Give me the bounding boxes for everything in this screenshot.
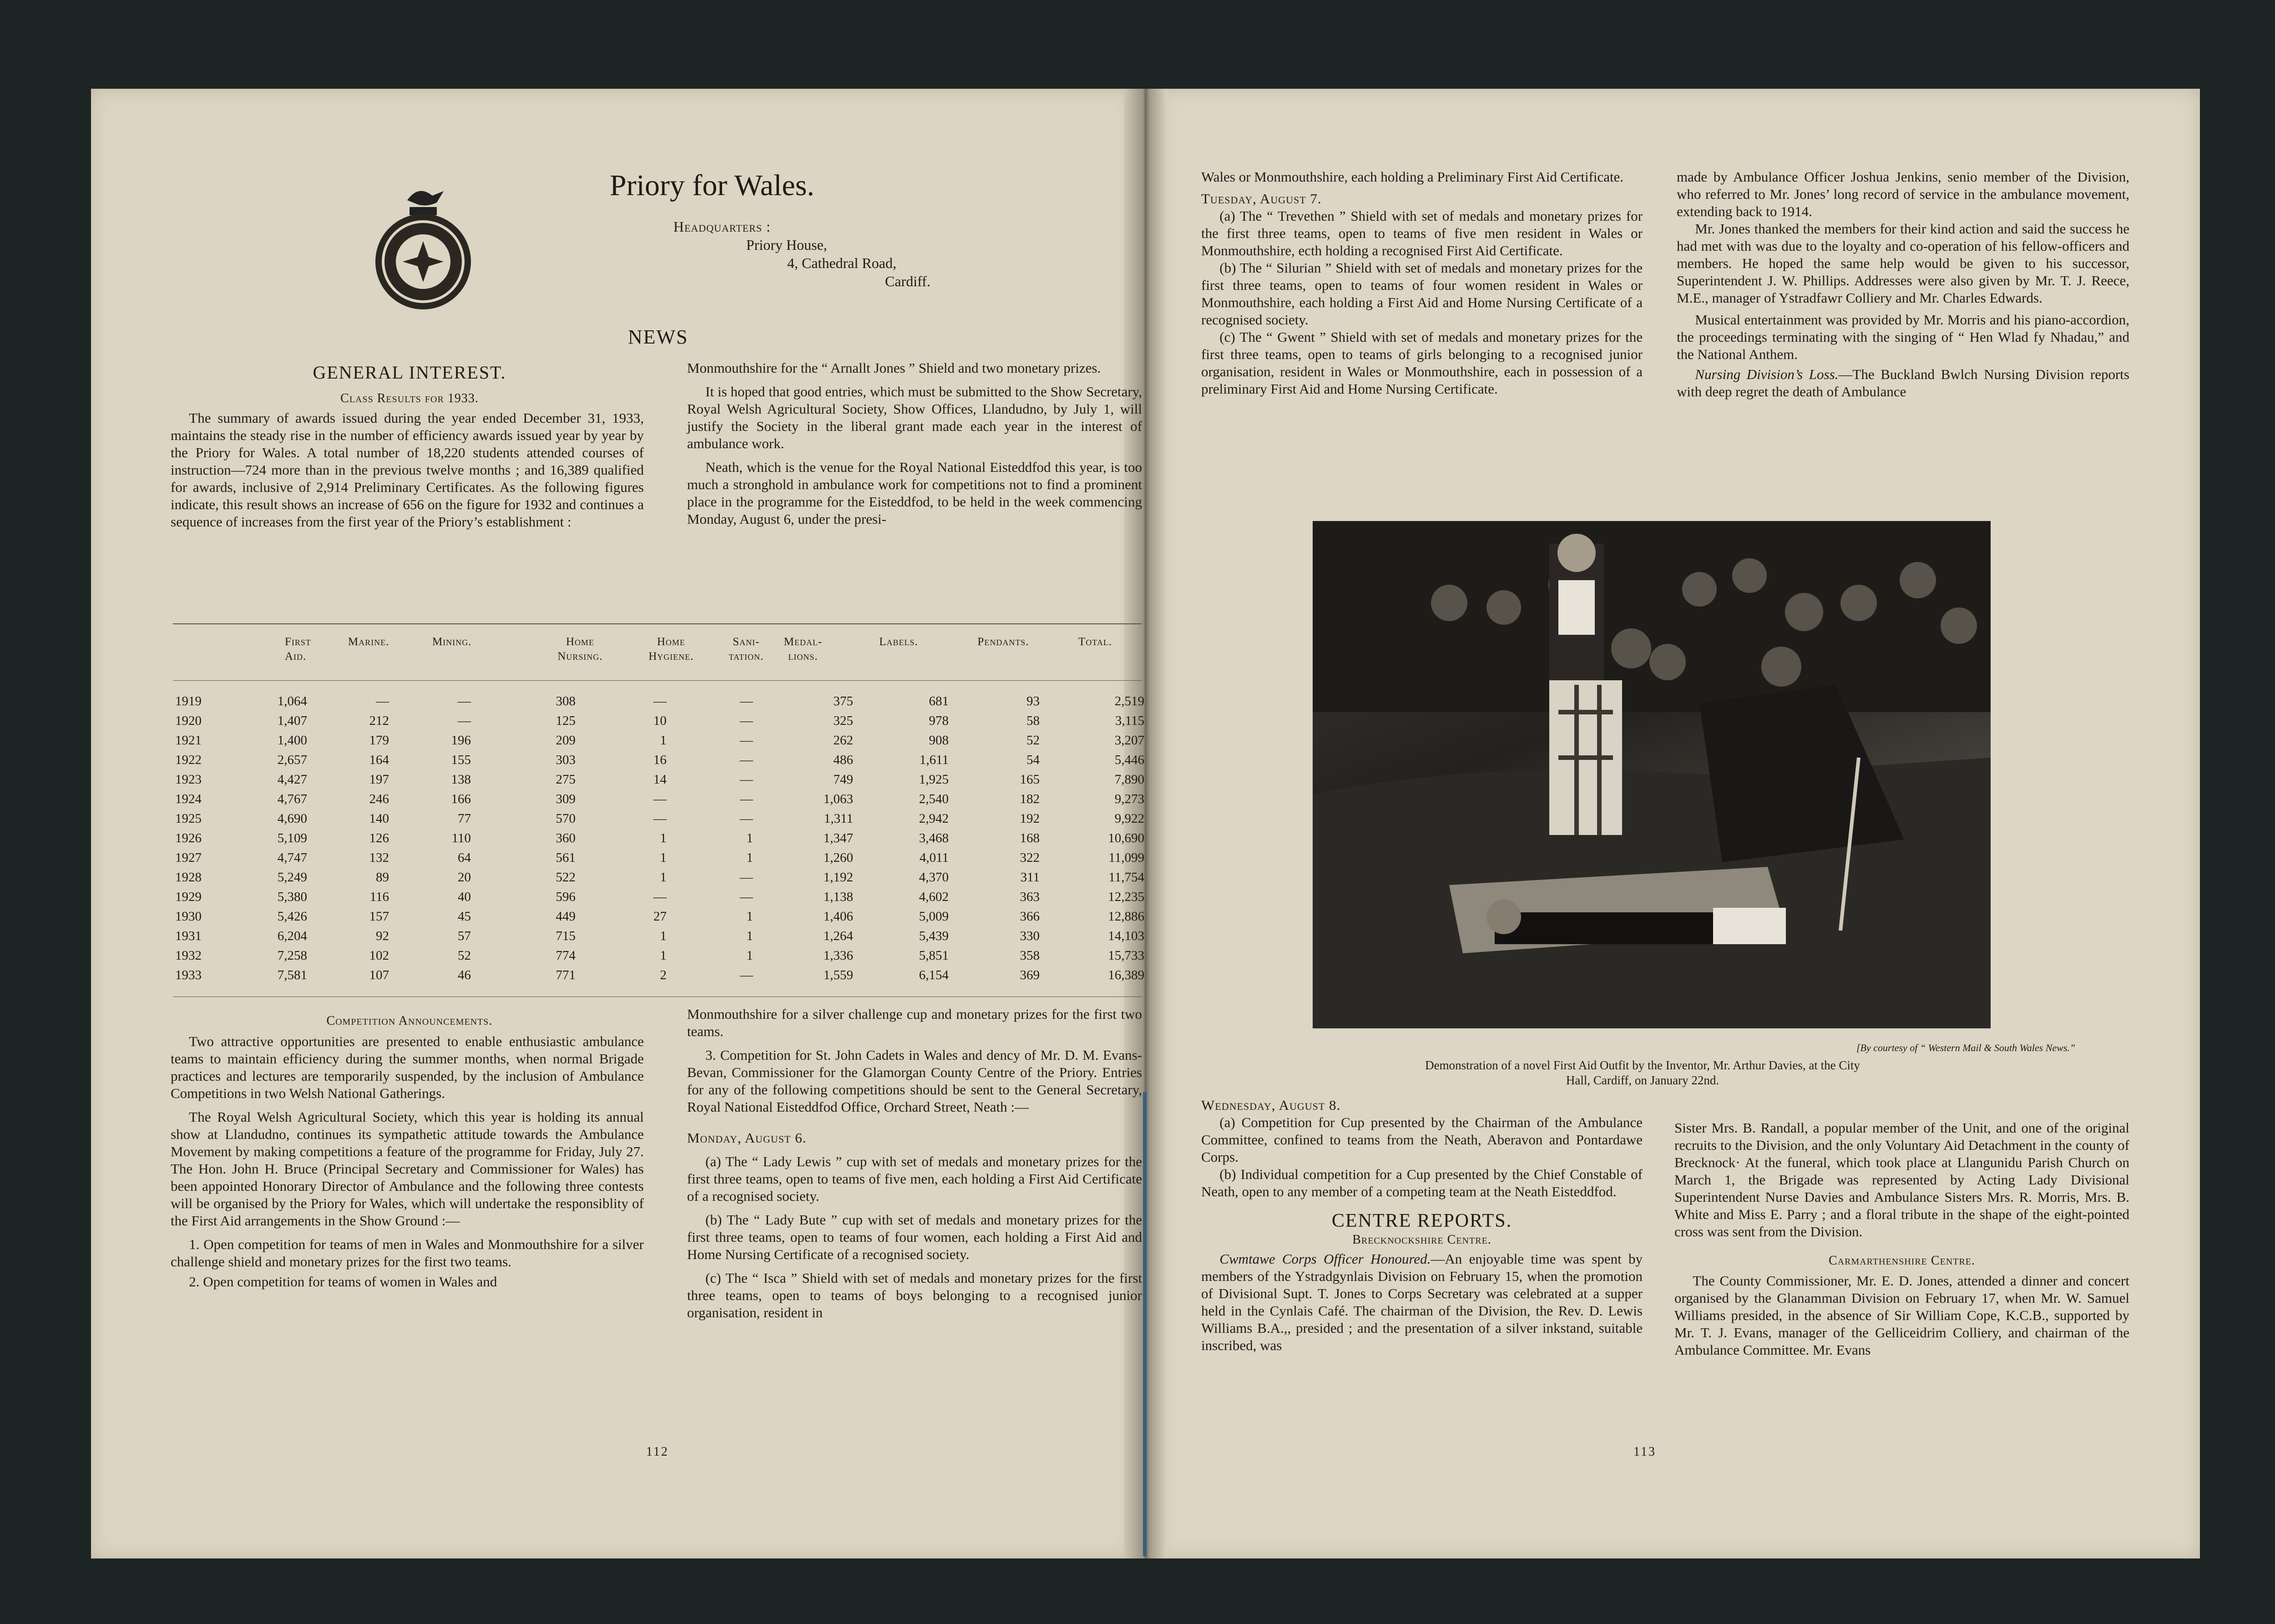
value-cell: 14,103 (1108, 929, 1144, 943)
paragraph: The Royal Welsh Agricultural Society, which this year is holding its annual show at Llandudno, continues its sympathetic attitude towards the Ambulance Movement by making competitions a feature of the programme for Friday, July 27. The Hon. John H. Bruce (Principal Secretary and Commissioner for Wales) has been appointed Honorary Director of Ambulance and the following three contests will be organised by the Priory for Wales, which will undertake the responsiblity of the First Aid arrangements in the Show Ground :— (171, 1109, 644, 1229)
header-line: Labels. (879, 636, 918, 648)
value-cell: 1 (746, 909, 753, 924)
value-cell: 1,347 (823, 831, 853, 845)
value-cell: 89 (376, 870, 389, 885)
value-cell: 363 (1020, 890, 1040, 904)
value-cell: 1,400 (277, 733, 307, 748)
value-cell: 155 (451, 753, 471, 767)
value-cell: 2,657 (277, 753, 307, 767)
table-header-rule (173, 680, 1142, 681)
value-cell: 46 (458, 968, 471, 982)
year-cell: 1932 (175, 948, 202, 963)
value-cell: 77 (458, 811, 471, 826)
class-results-heading: Class Results for 1933. (340, 391, 479, 405)
address-line-1: Priory House, (746, 237, 827, 253)
year-cell: 1930 (175, 909, 202, 924)
value-cell: 1 (660, 929, 667, 943)
value-cell: 1,064 (277, 694, 307, 708)
value-cell: 57 (458, 929, 471, 943)
news-heading: NEWS (628, 326, 688, 348)
value-cell: 4,011 (919, 850, 949, 865)
value-cell: 116 (369, 890, 389, 904)
paragraph: (a) The “ Trevethen ” Shield with set of medals and monetary prizes for the first three teams, open to teams of five men resident in Wales or Monmouthshire, ecth holding a recognised First Aid Certificate. (1201, 208, 1643, 258)
address-line-3: Cardiff. (885, 273, 930, 289)
value-cell: — (653, 694, 667, 708)
year-cell: 1919 (175, 694, 202, 708)
value-cell: 369 (1020, 968, 1040, 982)
col-total (1078, 635, 1142, 649)
value-cell: 5,439 (919, 929, 949, 943)
competition-heading: Competition Announcements. (326, 1014, 493, 1028)
header-line: Medal- (784, 636, 823, 648)
italic-lead: Cwmtawe Corps Officer Honoured. (1219, 1251, 1431, 1267)
value-cell: 179 (369, 733, 389, 748)
value-cell: 197 (369, 772, 389, 787)
value-cell: 4,767 (277, 792, 307, 806)
year-cell: 1929 (175, 890, 202, 904)
year-cell: 1931 (175, 929, 202, 943)
value-cell: 5,009 (919, 909, 949, 924)
value-cell: 7,581 (277, 968, 307, 982)
monday-heading: Monday, August 6. (687, 1130, 807, 1146)
paragraph: 1. Open competition for teams of men in Wales and Monmouthshire for a silver challenge shield and monetary prizes for the first two teams. (171, 1236, 644, 1270)
paragraph: Monmouthshire for a silver challenge cup and monetary prizes for the first two teams. (687, 1006, 1142, 1039)
paragraph: Wales or Monmouthshire, each holding a Preliminary First Aid Certificate. (1201, 169, 1624, 185)
value-cell: 165 (1020, 772, 1040, 787)
value-cell: 5,426 (277, 909, 307, 924)
value-cell: 140 (369, 811, 389, 826)
year-cell: 1928 (175, 870, 202, 885)
value-cell: 132 (369, 850, 389, 865)
general-interest-heading: GENERAL INTEREST. (313, 362, 506, 383)
col-mining (432, 635, 514, 649)
paragraph: Neath, which is the venue for the Royal National Eisteddfod this year, is too much a stronghold in ambulance work for competitions not to find a prominent place in the programme for the Eisteddfod, to be held in the week commencing Monday, August 6, under the presi- (687, 459, 1142, 527)
value-cell: 164 (369, 753, 389, 767)
value-cell: 522 (556, 870, 576, 885)
italic-lead: Nursing Division’s Loss. (1695, 366, 1839, 382)
page-title: Priory for Wales. (610, 169, 814, 202)
value-cell: 4,602 (919, 890, 949, 904)
value-cell: 209 (556, 733, 576, 748)
value-cell: 3,115 (1115, 713, 1144, 728)
value-cell: 5,249 (277, 870, 307, 885)
value-cell: 5,446 (1114, 753, 1144, 767)
right-col-3 (1201, 1097, 1643, 1354)
table-row (175, 772, 1144, 792)
paragraph: The summary of awards issued during the year ended December 31, 1933, maintains the steady rise in the number of efficiency awards issued year by year by the Priory for Wales. A total number of 18,220 students attended courses of instruction—724 more than in the previous twelve months ; and 16,389 qualified for awards, inclusive of 2,914 Preliminary Certificates. As the following figures indicate, this result shows an increase of 656 on the figure for 1932 and continues a sequence of increases from the first year of the Priory’s establishment : (171, 410, 644, 530)
value-cell: 246 (369, 792, 389, 806)
header-line: Home (657, 636, 686, 648)
value-cell: 58 (1026, 713, 1040, 728)
paragraph: (c) The “ Gwent ” Shield with set of medals and monetary prizes for the first three teams, open to teams of girls belonging to a recognised junior organisation, resident in Wales or Monmouthshire, each in possession of a preliminary First Aid and Home Nursing Certificate. (1201, 329, 1643, 397)
paragraph: 2. Open competition for teams of women in Wales and (189, 1274, 497, 1290)
right-col-1 (1201, 168, 1643, 398)
value-cell: 125 (556, 713, 576, 728)
value-cell: — (740, 694, 753, 708)
value-cell: 64 (458, 850, 471, 865)
value-cell: 1 (746, 948, 753, 963)
paragraph: (a) Competition for Cup presented by the Chairman of the Ambulance Committee, confined to teams from the Neath, Aberavon and Pontardawe Corps. (1201, 1114, 1643, 1165)
header-line: Marine. (348, 636, 389, 648)
value-cell: 681 (929, 694, 949, 708)
value-cell: 262 (833, 733, 853, 748)
table-row (175, 831, 1144, 850)
value-cell: 4,747 (277, 850, 307, 865)
wednesday-heading: Wednesday, August 8. (1201, 1097, 1341, 1113)
value-cell: 309 (556, 792, 576, 806)
value-cell: 561 (556, 850, 576, 865)
header-line: Hygiene. (648, 650, 694, 663)
value-cell: 5,851 (919, 948, 949, 963)
value-cell: 16,389 (1108, 968, 1144, 982)
col-marine (348, 635, 430, 649)
value-cell: 110 (451, 831, 471, 845)
value-cell: 1,336 (823, 948, 853, 963)
page-number-right: 113 (1633, 1445, 1656, 1459)
value-cell: 45 (458, 909, 471, 924)
value-cell: 1 (660, 850, 667, 865)
paragraph: The County Commissioner, Mr. E. D. Jones, attended a dinner and concert organised by the Glanamman Division on February 17, when Mr. W. Samuel Williams presided, in the absence of Sir William Cope, K.C.B., supported by Mr. T. J. Evans, manager of the Gelliceidrim Colliery, and chairman of the Ambulance Committee. Mr. Evans (1674, 1273, 2129, 1358)
paragraph: made by Ambulance Officer Joshua Jenkins, senio member of the Division, who referred to Mr. Jones’ long record of service in the ambulance movement, extending back to 1914. (1677, 169, 2129, 219)
value-cell: 1,260 (823, 850, 853, 865)
value-cell: 7,258 (277, 948, 307, 963)
year-cell: 1927 (175, 850, 202, 865)
paragraph: (b) Individual competition for a Cup presented by the Chief Constable of Neath, open to any member of a competing team at the Neath Eisteddfod. (1201, 1166, 1643, 1199)
col-pendants (958, 635, 1049, 649)
value-cell: 93 (1026, 694, 1040, 708)
table-row (175, 850, 1144, 870)
value-cell: 1,311 (824, 811, 853, 826)
table-row (175, 733, 1144, 753)
value-cell: 1 (746, 831, 753, 845)
caption-line: Demonstration of a novel First Aid Outfit by the Inventor, Mr. Arthur Davies, at the City (1425, 1058, 1860, 1072)
value-cell: 9,922 (1114, 811, 1144, 826)
header-line: Mining. (432, 636, 472, 648)
table-row (175, 713, 1144, 733)
paragraph-rest: —An enjoyable time was spent by members of the Ystradgynlais Division on February 15, when the promotion of Divisional Supt. T. Jones to Corps Secretary was celebrated at a supper held in the Cynlais Café. The chairman of the Division, the Rev. D. Lewis Williams B.A.,, presided ; and the presentation of a silver inkstand, suitable inscribed, was (1201, 1251, 1643, 1353)
value-cell: 1 (746, 929, 753, 943)
value-cell: 102 (369, 948, 389, 963)
value-cell: 10,690 (1108, 831, 1144, 845)
paragraph: Monmouthshire for the “ Arnallt Jones ” Shield and two monetary prizes. (687, 360, 1101, 376)
photo-credit: [By courtesy of “ Western Mail & South Wales News.” (1856, 1042, 2076, 1053)
value-cell: 52 (458, 948, 471, 963)
header-line: Pendants. (977, 636, 1029, 648)
bottom-right-column (687, 1006, 1142, 1321)
value-cell: 570 (556, 811, 576, 826)
value-cell: 192 (1020, 811, 1040, 826)
paragraph: 3. Competition for St. John Cadets in Wales and dency of Mr. D. M. Evans-Bevan, Commissioner for the Glamorgan County Centre of the Priory. Entries for any of the following competitions should be sent to the General Secretary, Royal National Eisteddfod Office, Orchard Street, Neath :— (687, 1047, 1142, 1115)
value-cell: — (740, 713, 753, 728)
header-line: First (285, 636, 311, 648)
value-cell: 4,370 (919, 870, 949, 885)
value-cell: 325 (833, 713, 853, 728)
year-cell: 1920 (175, 713, 202, 728)
value-cell: 449 (556, 909, 576, 924)
value-cell: — (653, 792, 667, 806)
value-cell: 107 (369, 968, 389, 982)
col-medallions (767, 635, 839, 664)
header-line: tation. (728, 650, 764, 663)
brecknock-heading: Brecknockshire Centre. (1352, 1233, 1491, 1247)
general-interest-text (171, 410, 644, 531)
value-cell: 311 (1020, 870, 1040, 885)
class-results-table (175, 694, 1144, 987)
value-cell: 1 (660, 948, 667, 963)
table-row (175, 968, 1144, 987)
value-cell: 360 (556, 831, 576, 845)
paragraph: Musical entertainment was provided by Mr. Morris and his piano-accordion, the proceedings terminating with the singing of “ Hen Wlad fy Nhadau,” and the National Anthem. (1677, 312, 2129, 362)
value-cell: 16 (653, 753, 667, 767)
value-cell: 2,942 (919, 811, 949, 826)
paragraph: (c) The “ Isca ” Shield with set of medals and monetary prizes for the first three teams, open to teams of boys belonging to a recognised junior organisation, resident in (687, 1270, 1142, 1320)
value-cell: 1,192 (823, 870, 853, 885)
table-row (175, 811, 1144, 831)
value-cell: — (740, 890, 753, 904)
value-cell: — (740, 733, 753, 748)
value-cell: 366 (1020, 909, 1040, 924)
paragraph: (b) The “ Lady Bute ” cup with set of medals and monetary prizes for the first three teams, open to teams of four women, each holding a First Aid and Home Nursing Certificate of a recognised society. (687, 1212, 1142, 1262)
value-cell: 486 (833, 753, 853, 767)
priory-badge-icon (364, 182, 482, 323)
value-cell: 11,099 (1108, 850, 1144, 865)
value-cell: — (740, 772, 753, 787)
value-cell: 10 (653, 713, 667, 728)
year-cell: 1922 (175, 753, 202, 767)
value-cell: — (653, 811, 667, 826)
value-cell: 1,559 (823, 968, 853, 982)
value-cell: 182 (1020, 792, 1040, 806)
value-cell: 358 (1020, 948, 1040, 963)
value-cell: — (653, 890, 667, 904)
value-cell: 322 (1020, 850, 1040, 865)
header-line: Total. (1078, 636, 1112, 648)
value-cell: 596 (556, 890, 576, 904)
value-cell: 5,109 (277, 831, 307, 845)
value-cell: 774 (556, 948, 576, 963)
col-labels (862, 635, 935, 649)
paragraph: Mr. Jones thanked the members for their kind action and said the success he had met with was due to the loyalty and co-operation of his fellow-officers and members. He hoped the same help would be given to his successor, Superintendent J. W. Phillips. Addresses were also given by Mr. T. J. Reece, M.E., manager of Ystradfawr Colliery and Mr. Charles Edwards. (1677, 221, 2129, 306)
value-cell: 12,886 (1108, 909, 1144, 924)
photo-scene (1313, 521, 1991, 1028)
year-cell: 1933 (175, 968, 202, 982)
value-cell: 1 (660, 870, 667, 885)
value-cell: 1,611 (919, 753, 949, 767)
value-cell: 4,690 (277, 811, 307, 826)
value-cell: 54 (1026, 753, 1040, 767)
cover-edge (1143, 1092, 1147, 1556)
value-cell: 52 (1026, 733, 1040, 748)
value-cell: 92 (376, 929, 389, 943)
header-line: Sani- (733, 636, 760, 648)
paragraph: Sister Mrs. B. Randall, a popular member of the Unit, and one of the original recruits to the Division, and the only Voluntary Aid Detachment in the county of Brecknock· At the funeral, which took place at Llangunidu Parish Church on March 1, the Brigade was represented by Acting Lady Divisional Superintendent Nurse Davies and Ambulance Sisters Mrs. R. Morris, Mrs. B. White and Miss E. Parry ; and a floral tribute in the shape of the eight-pointed cross was sent from the Division. (1674, 1120, 2129, 1240)
value-cell: — (740, 870, 753, 885)
paragraph: It is hoped that good entries, which must be submitted to the Show Secretary, Royal Welsh Agricultural Society, Show Offices, Llandudno, by July 1, will justify the Society in the liberal grant made each year in the interest of ambulance work. (687, 384, 1142, 451)
headquarters-label: Headquarters : (673, 218, 771, 235)
value-cell: 1,407 (277, 713, 307, 728)
value-cell: 330 (1020, 929, 1040, 943)
value-cell: — (458, 694, 471, 708)
value-cell: 212 (369, 713, 389, 728)
value-cell: 6,204 (277, 929, 307, 943)
table-top-rule (173, 623, 1142, 624)
paragraph: (a) The “ Lady Lewis ” cup with set of medals and monetary prizes for the first three teams, open to teams of five men, each holding a First Aid Certificate of a recognised society. (687, 1153, 1142, 1204)
table-row (175, 792, 1144, 811)
value-cell: 1 (746, 850, 753, 865)
year-cell: 1923 (175, 772, 202, 787)
right-col-4 (1674, 1119, 2129, 1359)
value-cell: 27 (653, 909, 667, 924)
value-cell: 6,154 (919, 968, 949, 982)
caption-line: Hall, Cardiff, on January 22nd. (1566, 1073, 1719, 1087)
header-line: lions. (788, 650, 818, 663)
competition-column (171, 1033, 644, 1290)
col-first-aid (285, 635, 358, 664)
value-cell: 2,540 (919, 792, 949, 806)
page-number-left: 112 (646, 1445, 669, 1459)
table-row (175, 890, 1144, 909)
value-cell: 168 (1020, 831, 1040, 845)
right-col-2 (1677, 168, 2129, 400)
value-cell: 275 (556, 772, 576, 787)
value-cell: — (458, 713, 471, 728)
value-cell: 2 (660, 968, 667, 982)
photo-caption (1292, 1058, 1993, 1088)
paragraph-rest: —The Buckland Bwlch Nursing Division reports with deep regret the death of Ambulance (1677, 366, 2129, 400)
col-home-hygiene (626, 635, 717, 664)
tuesday-heading: Tuesday, August 7. (1201, 191, 1322, 207)
paragraph: (b) The “ Silurian ” Shield with set of medals and monetary prizes for the first three teams, open to teams of four women resident in Wales or Monmouthshire, each holding a First Aid and Home Nursing Certificate of a recognised society. (1201, 260, 1643, 328)
value-cell: 1,264 (823, 929, 853, 943)
value-cell: 12,235 (1108, 890, 1144, 904)
value-cell: 11,754 (1108, 870, 1144, 885)
value-cell: 138 (451, 772, 471, 787)
value-cell: — (740, 968, 753, 982)
header-line: Home (566, 636, 595, 648)
value-cell: — (376, 694, 389, 708)
value-cell: 1,063 (823, 792, 853, 806)
table-row (175, 929, 1144, 948)
table-row (175, 948, 1144, 968)
value-cell: 40 (458, 890, 471, 904)
value-cell: 308 (556, 694, 576, 708)
value-cell: 4,427 (277, 772, 307, 787)
centre-reports-heading: CENTRE REPORTS. (1331, 1210, 1512, 1231)
value-cell: 196 (451, 733, 471, 748)
value-cell: 3,207 (1114, 733, 1144, 748)
demonstration-photo (1313, 521, 1991, 1028)
address-line-2: 4, Cathedral Road, (787, 255, 896, 271)
value-cell: 14 (653, 772, 667, 787)
value-cell: 7,890 (1114, 772, 1144, 787)
value-cell: 1,138 (823, 890, 853, 904)
value-cell: 9,273 (1114, 792, 1144, 806)
value-cell: — (740, 811, 753, 826)
value-cell: — (740, 792, 753, 806)
value-cell: 5,380 (277, 890, 307, 904)
value-cell: — (740, 753, 753, 767)
col-home-nursing (537, 635, 623, 664)
value-cell: 126 (369, 831, 389, 845)
value-cell: 303 (556, 753, 576, 767)
value-cell: 166 (451, 792, 471, 806)
value-cell: 715 (556, 929, 576, 943)
year-cell: 1924 (175, 792, 202, 806)
value-cell: 3,468 (919, 831, 949, 845)
header-line: Aid. (285, 650, 307, 663)
value-cell: 20 (458, 870, 471, 885)
value-cell: 157 (369, 909, 389, 924)
value-cell: 1,925 (919, 772, 949, 787)
value-cell: 1 (660, 831, 667, 845)
value-cell: 978 (929, 713, 949, 728)
table-row (175, 753, 1144, 772)
value-cell: 749 (833, 772, 853, 787)
news-right-column (687, 359, 1142, 528)
value-cell: 2,519 (1114, 694, 1144, 708)
table-row (175, 870, 1144, 890)
value-cell: 1 (660, 733, 667, 748)
year-cell: 1926 (175, 831, 202, 845)
value-cell: 375 (833, 694, 853, 708)
paragraph: Two attractive opportunities are presented to enable enthusiastic ambulance teams to maintain efficiency during the summer months, when normal Brigade practices and lectures are temporarily suspended, by the inclusion of Ambulance Competitions in two Welsh National Gatherings. (171, 1033, 644, 1101)
year-cell: 1925 (175, 811, 202, 826)
value-cell: 1,406 (823, 909, 853, 924)
table-row (175, 909, 1144, 929)
table-row (175, 694, 1144, 713)
value-cell: 771 (556, 968, 576, 982)
year-cell: 1921 (175, 733, 202, 748)
carmarthen-heading: Carmarthenshire Centre. (1828, 1254, 1976, 1268)
header-line: Nursing. (557, 650, 603, 663)
value-cell: 15,733 (1108, 948, 1144, 963)
value-cell: 908 (929, 733, 949, 748)
